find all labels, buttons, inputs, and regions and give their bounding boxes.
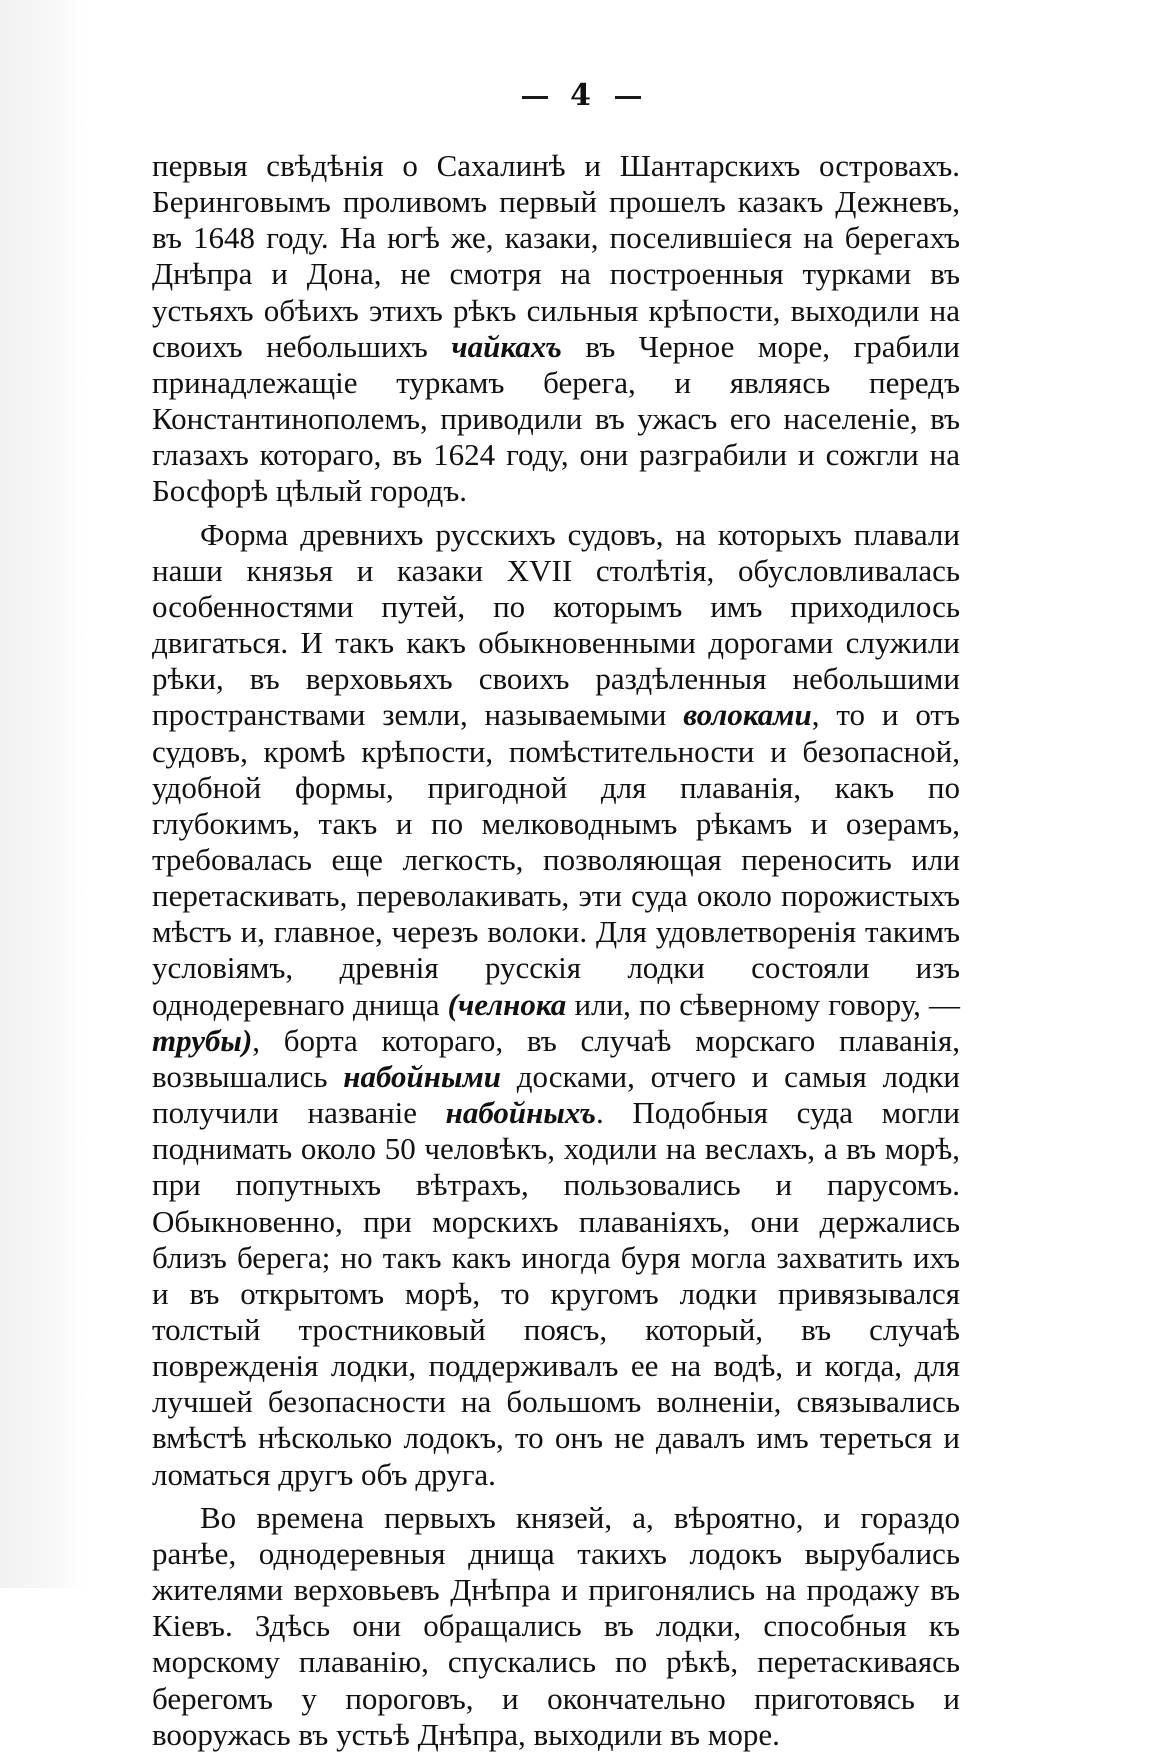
text-run: Во времена первыхъ князей, а, вѣроятно, и гораздо ранѣе, однодеревныя днища такихъ лодокъ вырубались жителями верховьевъ Днѣпра и пригонялись на продажу въ Кіевъ. Здѣсь они обращались въ лодки, способныя къ морскому плаванію, спускались по рѣкѣ, перетаскиваясь берегомъ у пороговъ, и окончательно приготовясь и вооружась въ устьѣ Днѣпра, выходили въ море. bbox=[152, 1499, 960, 1752]
emphasized-term: чайкахъ bbox=[451, 328, 562, 364]
paragraph-3 bbox=[152, 1500, 960, 1753]
text-run: , борта котораго, въ случаѣ морскаго плаванія, возвышались bbox=[152, 1022, 960, 1094]
text-run: въ Черное море, грабили принадлежащіе туркамъ берега, и являясь передъ Константинополемъ, приводили въ ужасъ его населеніе, въ глазахъ котораго, въ 1624 году, они разграбили и сожгли на Босфорѣ цѣлый городъ. bbox=[152, 328, 960, 509]
page-header bbox=[0, 78, 1163, 113]
text-run: досками, отчего и самыя лодки получили названіе bbox=[152, 1058, 961, 1131]
left-dash bbox=[522, 96, 548, 99]
text-run: Форма древнихъ русскихъ судовъ, на которыхъ плавали наши князья и казаки XVII столѣтія, обусловливалась особенностями путей, по которымъ имъ приходилось двигаться. И такъ какъ обыкновенными дорогами служили рѣки, въ верховьяхъ своихъ раздѣленныя небольшими пространствами земли, называемыми bbox=[152, 516, 960, 733]
text-run: . Подобныя суда могли поднимать около 50 человѣкъ, ходили на веслахъ, а въ морѣ, при попутныхъ вѣтрахъ, пользовались и парусомъ. Обыкновенно, при морскихъ плаваніяхъ, они держались близъ берега; но такъ какъ иногда буря могла захватить ихъ и въ открытомъ морѣ, то кругомъ лодки привязывался толстый тростниковый поясъ, который, въ случаѣ поврежденія лодки, поддерживалъ ее на водѣ, и когда, для лучшей безопасности на большомъ волненіи, связывались вмѣстѣ нѣсколько лодокъ, то онъ не давалъ имъ тереться и ломаться другъ объ друга. bbox=[152, 1095, 960, 1492]
emphasized-term: набойныхъ bbox=[445, 1095, 596, 1131]
body-text bbox=[152, 148, 960, 1753]
page-number: 4 bbox=[570, 78, 593, 113]
emphasized-term: волоками bbox=[683, 697, 812, 733]
paragraph-1 bbox=[152, 148, 960, 510]
text-run: или, по сѣверному говору, — bbox=[566, 986, 960, 1022]
right-dash bbox=[615, 96, 641, 99]
emphasized-term: (челнока bbox=[447, 986, 567, 1022]
text-run: первыя свѣдѣнія о Сахалинѣ и Шантарскихъ островахъ. Беринговымъ проливомъ первый прошелъ казакъ Дежневъ, въ 1648 году. На югѣ же, казаки, поселившіеся на берегахъ Днѣпра и Дона, не смотря на построенныя турками въ устьяхъ обѣихъ этихъ рѣкъ сильныя крѣпости, выходили на своихъ небольшихъ bbox=[152, 148, 960, 364]
emphasized-term: набойными bbox=[343, 1058, 501, 1094]
scan-margin-shadow bbox=[0, 0, 88, 1588]
emphasized-term: трубы) bbox=[152, 1022, 253, 1058]
text-run: , то и отъ судовъ, кромѣ крѣпости, помѣстительности и безопасной, удобной формы, пригодной для плаванія, какъ по глубокимъ, такъ и по мелководнымъ рѣкамъ и озерамъ, требовалась еще легкость, позволяющая переносить или перетаскивать, переволакивать, эти суда около порожистыхъ мѣстъ и, главное, черезъ волоки. Для удовлетворенія такимъ условіямъ, древнія русскія лодки состояли изъ однодеревнаго днища bbox=[152, 697, 960, 1022]
paragraph-2 bbox=[152, 517, 960, 1493]
